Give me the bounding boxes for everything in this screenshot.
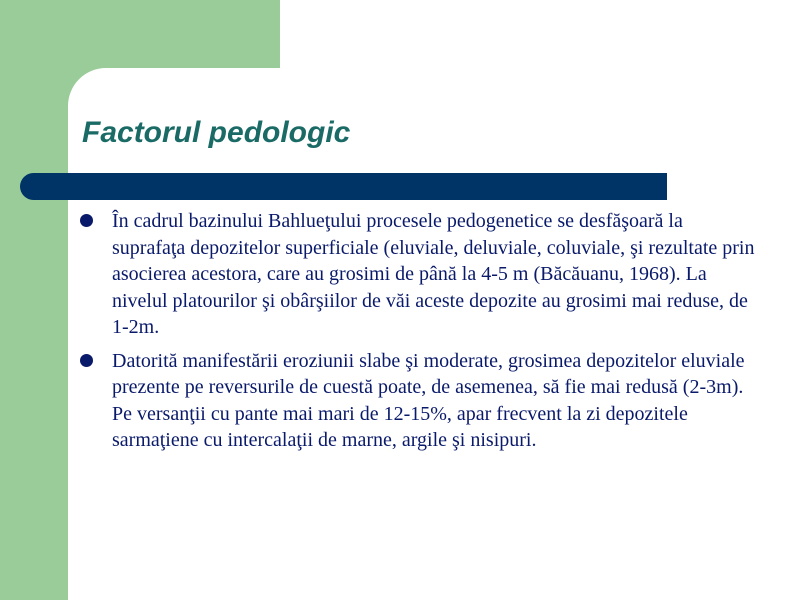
bullet-dot-icon [80, 214, 93, 227]
bullet-text: În cadrul bazinului Bahlueţului procesele pedogenetice se desfăşoară la suprafaţa depozitelor superficiale (eluviale, deluviale, coluviale, şi rezultate prin asocierea acestora, care au grosimi de până la 4-5 m (Băcăuanu, 1968). La nivelul platourilor şi obârşiilor de văi aceste depozite au grosimi mai reduse, de 1-2m. [112, 210, 755, 338]
slide-title: Factorul pedologic [82, 116, 351, 149]
bullet-dot-icon [80, 354, 93, 367]
bullet-item [80, 348, 760, 454]
bullet-list [80, 208, 760, 454]
bullet-text: Datorită manifestării eroziunii slabe şi moderate, grosimea depozitelor eluviale prezente pe reversurile de cuestă poate, de asemenea, să fie mai redusă (2-3m). Pe versanţii cu pante mai mari de 12-15%, apar frecvent la zi depozitele sarmaţiene cu intercalaţii de marne, argile şi nisipuri. [112, 349, 745, 451]
title-underline-bar [20, 173, 667, 200]
bullet-item [80, 208, 760, 341]
green-decoration-left [0, 0, 68, 600]
